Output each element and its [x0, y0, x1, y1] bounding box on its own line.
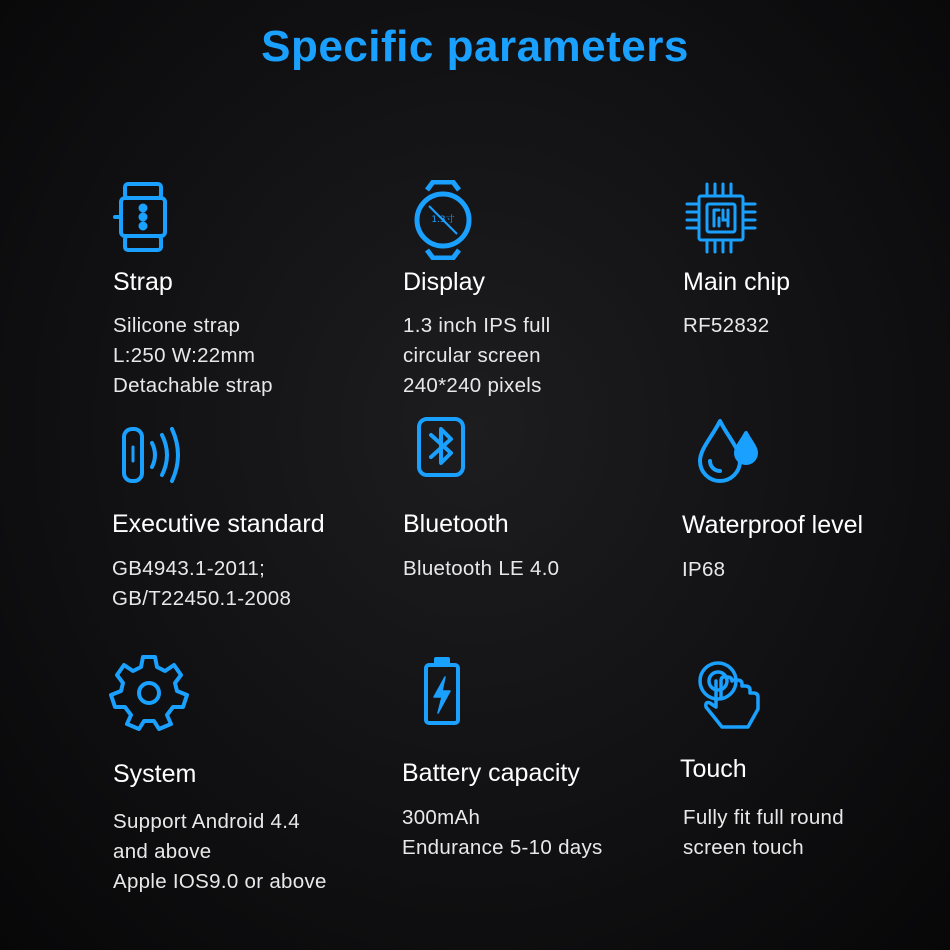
spec-line: IP68 — [682, 558, 726, 581]
spec-line: Apple IOS9.0 or above — [113, 870, 327, 893]
touch-icon — [692, 657, 772, 737]
spec-line: 1.3 inch IPS full — [403, 314, 551, 337]
spec-touch — [680, 655, 950, 905]
spec-heading: Battery capacity — [402, 759, 580, 787]
spec-heading: Main chip — [683, 268, 790, 296]
spec-display — [403, 180, 693, 410]
spec-executive-standard — [112, 415, 402, 625]
spec-line: 240*240 pixels — [403, 374, 542, 397]
spec-waterproof — [682, 415, 950, 625]
spec-details — [403, 311, 551, 401]
spec-heading: Display — [403, 268, 485, 296]
spec-line: Support Android 4.4 — [113, 810, 300, 833]
spec-details — [402, 803, 603, 863]
spec-details — [683, 311, 769, 341]
display-size-label: 1.3寸 — [431, 215, 455, 225]
watch-display-icon — [403, 180, 483, 260]
spec-heading: Waterproof level — [682, 511, 864, 539]
spec-line: GB/T22450.1-2008 — [112, 587, 292, 610]
spec-line: Endurance 5-10 days — [402, 836, 603, 859]
spec-bluetooth — [403, 415, 693, 625]
spec-line: screen touch — [683, 836, 804, 859]
spec-details — [683, 803, 844, 863]
spec-heading: Strap — [113, 268, 173, 296]
spec-line: circular screen — [403, 344, 541, 367]
spec-line: GB4943.1-2011; — [112, 557, 266, 580]
vibration-band-icon — [112, 415, 192, 495]
spec-strap — [113, 180, 403, 410]
spec-line: Bluetooth LE 4.0 — [403, 557, 560, 580]
battery-icon — [402, 655, 482, 735]
spec-details — [112, 554, 291, 614]
spec-line: Silicone strap — [113, 314, 241, 337]
spec-details — [682, 555, 725, 585]
spec-details — [113, 311, 273, 401]
spec-system — [113, 655, 403, 905]
spec-line: Fully fit full round — [683, 806, 844, 829]
spec-heading: Executive standard — [112, 510, 325, 538]
spec-heading: System — [113, 760, 197, 788]
spec-line: Detachable strap — [113, 374, 273, 397]
spec-line: and above — [113, 840, 212, 863]
water-drops-icon — [692, 415, 772, 495]
spec-line: RF52832 — [683, 314, 770, 337]
page-title: Specific parameters — [261, 22, 689, 71]
bluetooth-icon — [403, 415, 483, 495]
spec-main-chip — [683, 180, 950, 410]
spec-line: L:250 W:22mm — [113, 344, 256, 367]
spec-line: 300mAh — [402, 806, 481, 829]
spec-details — [403, 554, 559, 584]
strap-icon — [103, 180, 183, 260]
chip-icon — [681, 178, 761, 258]
spec-battery — [402, 655, 692, 905]
spec-heading: Touch — [680, 755, 747, 783]
spec-details — [113, 807, 327, 897]
gear-icon — [109, 655, 189, 735]
spec-heading: Bluetooth — [403, 510, 509, 538]
